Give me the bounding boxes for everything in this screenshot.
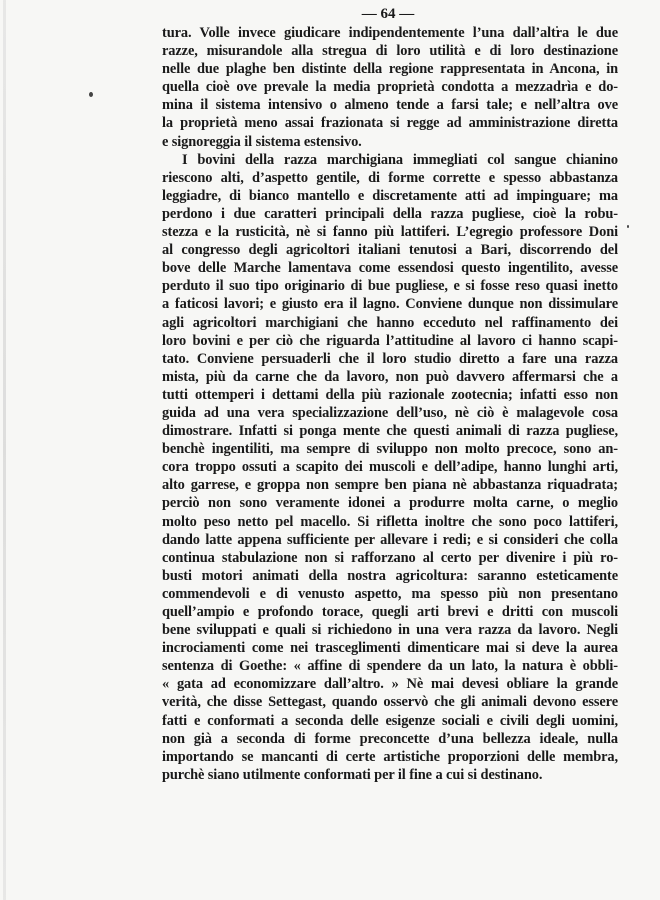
text-line: loro bovini e per ciò che riguarda l’attitudine al lavoro ci hanno scapi- [162, 332, 618, 349]
text-line: dimostrare. Infatti si ponga mente che questi animali di razza pugliese, [162, 423, 618, 440]
text-line: molto peso netto pel macello. Si rifletta inoltre che sono poco lattiferi, [162, 513, 618, 530]
scan-speck [89, 92, 93, 97]
text-line: « gata ad economizzare dall’altro. » Nè mai devesi obliare la grande [162, 676, 618, 693]
text-line: tutti ottemperi i dettami della più razionale zootecnia; infatti esso non [162, 386, 618, 403]
text-line: benchè ingentiliti, ma sempre di sviluppo non molto precoce, sono an- [162, 441, 618, 458]
text-line: leggiadre, di bianco mantello e discretamente atti ad impinguare; ma [162, 187, 618, 204]
text-line: commendevoli e di venusto aspetto, ma spesso più non presentano [162, 585, 618, 602]
text-line: la proprietà meno assai frazionata si regge ad amministrazione diretta [162, 115, 618, 132]
text-line: guida ad una vera specializzazione dell’uso, nè ciò è malagevole cosa [162, 404, 618, 421]
text-line: agli agricoltori marchigiani che hanno ecceduto nel raffinamento dei [162, 314, 618, 331]
text-line: verità, che disse Settegast, quando osservò che gli animali devono essere [162, 694, 618, 711]
text-line: cora troppo ossuti a scapito dei muscoli e dell’adipe, hanno lunghi arti, [162, 459, 618, 476]
text-line: stezza e la rusticità, nè si fanno più lattiferi. L’egregio professore Doni [162, 224, 618, 241]
text-line: alto garrese, e groppa non sempre ben piana nè abbastanza riquadrata; [162, 477, 618, 494]
text-line: e signoreggia il sistema estensivo. [162, 133, 362, 150]
text-line: perciò non sono veramente idonei a produrre molta carne, o meglio [162, 495, 618, 512]
text-line: purchè siano utilmente conformati per il fine a cui si destinano. [162, 766, 543, 783]
text-line: quell’ampio e profondo torace, quegli arti brevi e dritti con muscoli [162, 604, 618, 620]
text-line: mista, più da carne che da lavoro, non può davvero affermarsi che a [162, 368, 618, 385]
text-line: incrociamenti come nei trasceglimenti dimenticare mai si deve la aurea [162, 640, 618, 657]
text-line: razze, misurandole alla stregua di loro utilità e di loro destinazione [162, 43, 618, 60]
text-line: tato. Conviene persuaderli che il loro studio diretto a fare una razza [162, 350, 618, 367]
text-line: I bovini della razza marchigiana immegliati col sangue chianino [182, 151, 618, 168]
text-line: mina il sistema intensivo o almeno tende a farsi tale; e nell’altra ove [162, 97, 618, 114]
text-line: importando se mancanti di certe artistiche proporzioni delle membra, [162, 748, 618, 765]
scan-speck [627, 225, 629, 228]
text-line: riescono alti, d’aspetto gentile, di forme corrette e spesso abbastanza [162, 169, 618, 186]
text-line: dando latte appena sufficiente per allevare i redi; e si consideri che colla [162, 531, 618, 548]
text-line: tura. Volle invece giudicare indipendentemente l’una dall’altra le due [162, 25, 618, 41]
text-line: a faticosi lavori; e giusto era il lagno. Conviene dunque non dissimulare [162, 296, 618, 313]
page-number: — 64 — [361, 6, 415, 22]
text-line: sentenza di Goethe: « affine di spendere da un lato, la natura è obbli- [162, 658, 618, 675]
scan-edge [3, 0, 6, 900]
text-line: bove delle Marche lamentava come essendosi questo ingentilito, avesse [162, 260, 618, 277]
text-line: bene sviluppati e quali si richiedono in una vera razza da lavoro. Negli [162, 622, 618, 639]
text-line: non già a seconda di forme preconcette d’una bellezza ideale, nulla [162, 730, 618, 747]
text-line: quella cioè ove prevale la media proprietà condotta a mezzadrìa e do- [162, 79, 618, 96]
text-line: continua stabulazione non si rafforzano al certo per divenire i più ro- [162, 549, 618, 566]
text-line: nelle due plaghe ben distinte della regione rappresentata in Ancona, in [162, 61, 618, 78]
text-line: fatti e conformati a seconda delle esigenze sociali e civili degli uomini, [162, 712, 618, 729]
page-body-text [162, 24, 618, 784]
text-line: al congresso degli agricoltori italiani tenutosi a Bari, discorrendo del [162, 242, 618, 259]
text-line: perdono i due caratteri principali della razza pugliese, cioè la robu- [162, 205, 618, 222]
text-line: busti motori animati della nostra agricoltura: saranno esteticamente [162, 567, 618, 584]
text-line: perduto il suo tipo originario di bue pugliese, e si fosse reso quasi inetto [162, 278, 618, 295]
